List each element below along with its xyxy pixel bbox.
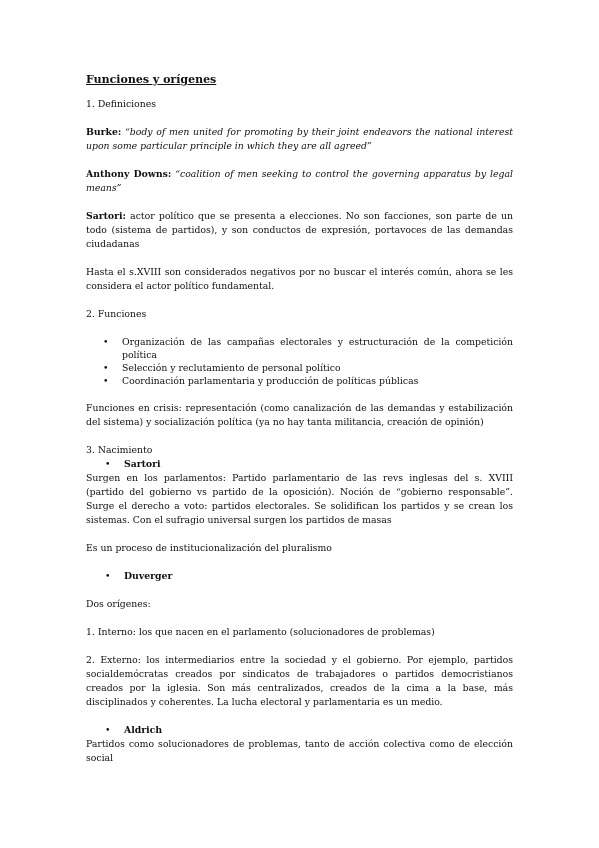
bullet-icon: • bbox=[105, 459, 111, 470]
author-name-sartori: Sartori: bbox=[86, 211, 126, 222]
section-heading-nacimiento: 3. Nacimiento bbox=[86, 445, 153, 456]
paragraph-sartori: Surgen en los parlamentos: Partido parlamentario de las revs inglesas del s. XVIII (partido del gobierno vs partido de la oposición). Noción de “gobierno responsable”. Surge el derecho a voto: partidos electorales. Se solidifican los partidos y se crean los sistemas. Con el sufragio universal surgen los partidos de masas bbox=[86, 473, 513, 526]
bullet-icon: • bbox=[105, 571, 111, 582]
paragraph-interno: 1. Interno: los que nacen en el parlamento (solucionadores de problemas) bbox=[86, 627, 435, 638]
author-label-duverger: Duverger bbox=[124, 571, 173, 582]
definition-sartori bbox=[86, 210, 513, 252]
section-heading-funciones: 2. Funciones bbox=[86, 309, 147, 320]
quote-downs: “coalition of men seeking to control the governing apparatus by legal means” bbox=[86, 169, 513, 194]
list-item-text: Coordinación parlamentaria y producción de políticas públicas bbox=[122, 376, 419, 387]
bullet-icon: • bbox=[105, 725, 111, 736]
list-item bbox=[86, 362, 513, 375]
paragraph-crisis: Funciones en crisis: representación (como canalización de las demandas y estabilización del sistema) y socialización política (ya no hay tanta militancia, creación de opinión) bbox=[86, 403, 513, 428]
bullet-icon: • bbox=[103, 363, 109, 374]
author-label-aldrich: Aldrich bbox=[124, 725, 163, 736]
definition-burke bbox=[86, 126, 513, 154]
author-name-downs: Anthony Downs: bbox=[86, 169, 172, 180]
definition-text-sartori: actor político que se presenta a elecciones. No son facciones, son parte de un todo (sistema de partidos), y son conductos de expresión, portavoces de las demandas ciudadanas bbox=[86, 211, 513, 250]
author-heading-sartori bbox=[86, 458, 513, 472]
section-heading-definiciones: 1. Definiciones bbox=[86, 99, 156, 110]
bullet-icon: • bbox=[103, 376, 109, 387]
list-item-text: Organización de las campañas electorales y estructuración de la competición política bbox=[122, 337, 513, 361]
bullet-icon: • bbox=[103, 337, 109, 348]
quote-burke: “body of men united for promoting by their joint endeavors the national interest upon some particular principle in which they are all agreed” bbox=[86, 127, 513, 152]
definition-downs bbox=[86, 168, 513, 196]
author-name-burke: Burke: bbox=[86, 127, 122, 138]
page-title: Funciones y orígenes bbox=[86, 73, 217, 86]
author-heading-duverger bbox=[86, 570, 513, 584]
author-heading-aldrich bbox=[86, 724, 513, 738]
paragraph-dos-origenes: Dos orígenes: bbox=[86, 599, 151, 610]
paragraph-historia: Hasta el s.XVIII son considerados negativos por no buscar el interés común, ahora se les considera el actor político fundamental. bbox=[86, 267, 513, 292]
list-item bbox=[86, 336, 513, 362]
paragraph-aldrich: Partidos como solucionadores de problemas, tanto de acción colectiva como de elección social bbox=[86, 739, 513, 764]
funciones-list bbox=[86, 336, 513, 388]
list-item-text: Selección y reclutamiento de personal político bbox=[122, 363, 341, 374]
author-label-sartori: Sartori bbox=[124, 459, 161, 470]
paragraph-institucionalizacion: Es un proceso de institucionalización del pluralismo bbox=[86, 543, 332, 554]
list-item bbox=[86, 375, 513, 388]
paragraph-externo: 2. Externo: los intermediarios entre la sociedad y el gobierno. Por ejemplo, partidos socialdemócratas creados por sindicatos de trabajadores o partidos democristianos creados por la iglesia. Son más centralizados, creados de la cima a la base, más disciplinados y coherentes. La lucha electoral y parlamentaria es un medio. bbox=[86, 655, 513, 708]
